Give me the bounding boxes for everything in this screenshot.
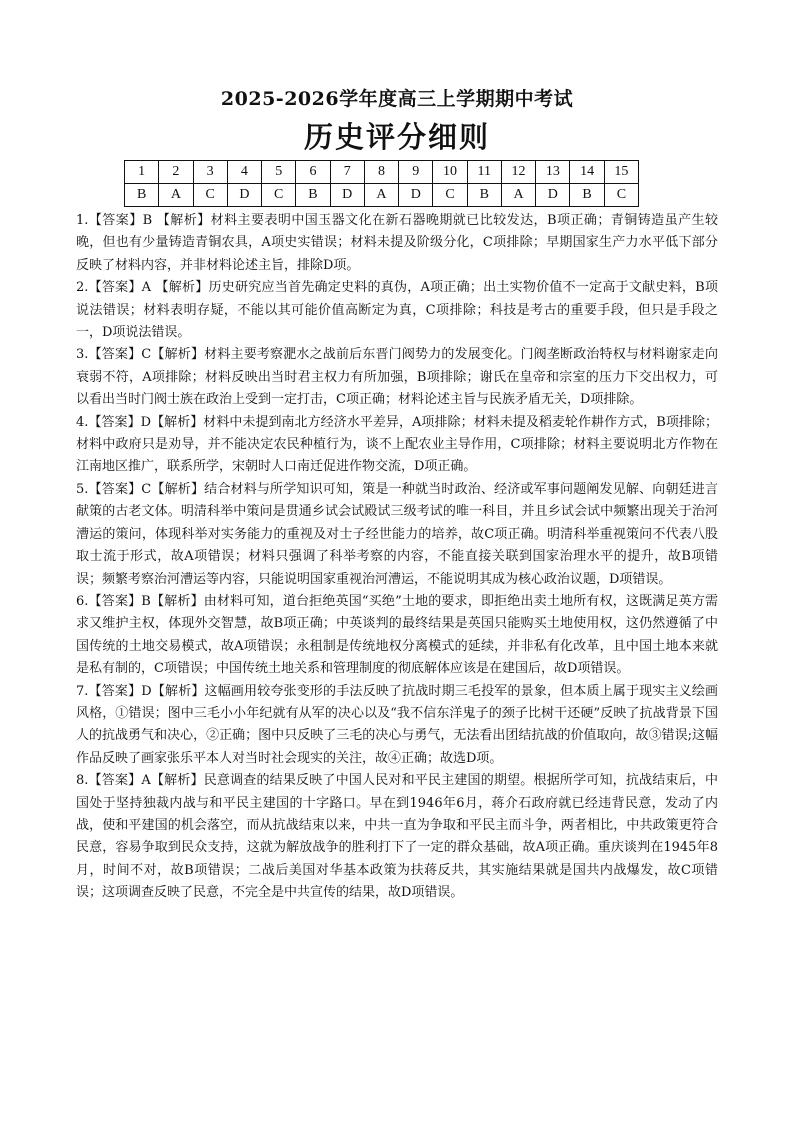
- answer-cell: D: [399, 184, 433, 207]
- answer-table: [124, 160, 639, 207]
- explanation-q8: 8.【答案】A【解析】民意调查的结果反映了中国人民对和平民主建国的期望。根据所学可知，抗战结束后，中国处于坚持独裁内战与和平民主建国的十字路口。早在到1946年6月，蒋介石政府就已经违背民意，发动了内战，使和平建国的机会落空，而从抗战结束以来，中共一直为争取和平民主而斗争，两者相比，中共政策更符合民意，容易争取到民众支持，这就为解放战争的胜利打下了一定的群众基础，故A项正确。重庆谈判在1945年8月，时间不对，故B项错误；二战后美国对华基本政策为扶蒋反共，其实施结果就是国共内战爆发，故C项错误；这项调查反映了民意，不完全是中共宣传的结果，故D项错误。: [76, 773, 718, 901]
- question-number: 10: [433, 161, 467, 184]
- answer-cell: B: [570, 184, 604, 207]
- answer-row: [125, 184, 639, 207]
- question-number: 15: [604, 161, 638, 184]
- answer-cell: C: [262, 184, 296, 207]
- explanation-q4: 4.【答案】D【解析】材料中未提到南北方经济水平差异，A项排除；材料未提及稻麦轮作耕作方式，B项排除；材料中政府只是劝导，并不能决定农民种植行为，谈不上配农业主导作用，C项排除；材料主要说明北方作物在江南地区推广，联系所学，宋朝时人口南迁促进作物交流，D项正确。: [76, 414, 718, 475]
- question-number: 3: [193, 161, 227, 184]
- answer-cell: A: [364, 184, 398, 207]
- answer-cell: C: [604, 184, 638, 207]
- answer-cell: B: [296, 184, 330, 207]
- answer-cell: D: [536, 184, 570, 207]
- question-number: 4: [227, 161, 261, 184]
- explanation-q6: 6.【答案】B【解析】由材料可知，道台拒绝英国“买绝”土地的要求，即拒绝出卖土地所有权，这既满足英方需求又维护主权，体现外交智慧，故B项正确；中英谈判的最终结果是英国只能购买土地使用权，这仍然遵循了中国传统的土地交易模式，故A项错误；永租制是传统地权分离模式的延续，并非私有化改革，且中国土地本来就是私有制的，C项错误；中国传统土地关系和管理制度的彻底解体应该是在建国后，故D项错误。: [76, 593, 718, 677]
- question-number: 14: [570, 161, 604, 184]
- explanations: [76, 210, 718, 905]
- question-number: 6: [296, 161, 330, 184]
- question-number: 8: [364, 161, 398, 184]
- answer-cell: D: [227, 184, 261, 207]
- explanation-q3: 3.【答案】C【解析】材料主要考察淝水之战前后东晋门阀势力的发展变化。门阀垄断政治特权与材料谢家走向衰弱不符，A项排除；材料反映出当时君主权力有所加强，B项排除；谢氏在皇帝和宗室的压力下交出权力，可以看出当时门阀士族在政治上受到一定打击，C项正确；材料论述主旨与民族矛盾无关，D项排除。: [76, 347, 718, 408]
- question-number: 2: [159, 161, 193, 184]
- answer-cell: C: [193, 184, 227, 207]
- answer-cell: A: [501, 184, 535, 207]
- question-number: 5: [262, 161, 296, 184]
- answer-cell: B: [467, 184, 501, 207]
- explanation-q2: 2.【答案】A 【解析】历史研究应当首先确定史料的真伪，A项正确；出土实物价值不一定高于文献史料，B项说法错误；材料表明存疑，不能以其可能价值高断定为真，C项排除；科技是考古的重要手段，但只是手段之一，D项说法错误。: [76, 280, 718, 341]
- question-number: 1: [125, 161, 159, 184]
- exam-title: 2025-2026学年度高三上学期期中考试: [220, 88, 574, 110]
- answer-cell: D: [330, 184, 364, 207]
- document-title: 历史评分细则: [303, 120, 490, 154]
- question-number: 12: [501, 161, 535, 184]
- explanation-q1: 1.【答案】B 【解析】材料主要表明中国玉器文化在新石器晚期就已比较发达，B项正确；青铜铸造虽产生较晚，但也有少量铸造青铜农具，A项史实错误；材料未提及阶级分化，C项排除；早期国家生产力水平低下部分反映了材料内容，并非材料论述主旨，排除D项。: [76, 213, 718, 273]
- question-number: 11: [467, 161, 501, 184]
- explanation-q7: 7.【答案】D【解析】这幅画用较夸张变形的手法反映了抗战时期三毛投军的景象，但本质上属于现实主义绘画风格，①错误；图中三毛小小年纪就有从军的决心以及“我不信东洋鬼子的颈子比树干还硬”反映了抗战背景下国人的抗战勇气和决心，②正确；图中只反映了三毛的决心与勇气，无法看出团结抗战的价值取向，故③错误;这幅作品反映了画家张乐平本人对当时社会现实的关注，故④正确；故选D项。: [76, 683, 718, 766]
- question-number: 13: [536, 161, 570, 184]
- question-number: 7: [330, 161, 364, 184]
- explanation-q5: 5.【答案】C【解析】结合材料与所学知识可知，策是一种就当时政治、经济或军事问题阐发见解、向朝廷进言献策的古老文体。明清科举中策问是贯通乡试会试殿试三级考试的唯一科目，并且乡试会试中频繁出现关于治河漕运的策问，体现科举对实务能力的重视及对士子经世能力的培养，故C项正确。明清科举重视策问不代表八股取士流于形式，故A项错误；材料只强调了科举考察的内容，不能直接关联到国家治理水平的提升，故B项错误；频繁考察治河漕运等内容，只能说明国家重视治河漕运，不能说明其成为核心政治议题，D项错误。: [76, 481, 718, 587]
- answer-cell: B: [125, 184, 159, 207]
- answer-cell: C: [433, 184, 467, 207]
- question-number-row: [125, 161, 639, 184]
- answer-cell: A: [159, 184, 193, 207]
- question-number: 9: [399, 161, 433, 184]
